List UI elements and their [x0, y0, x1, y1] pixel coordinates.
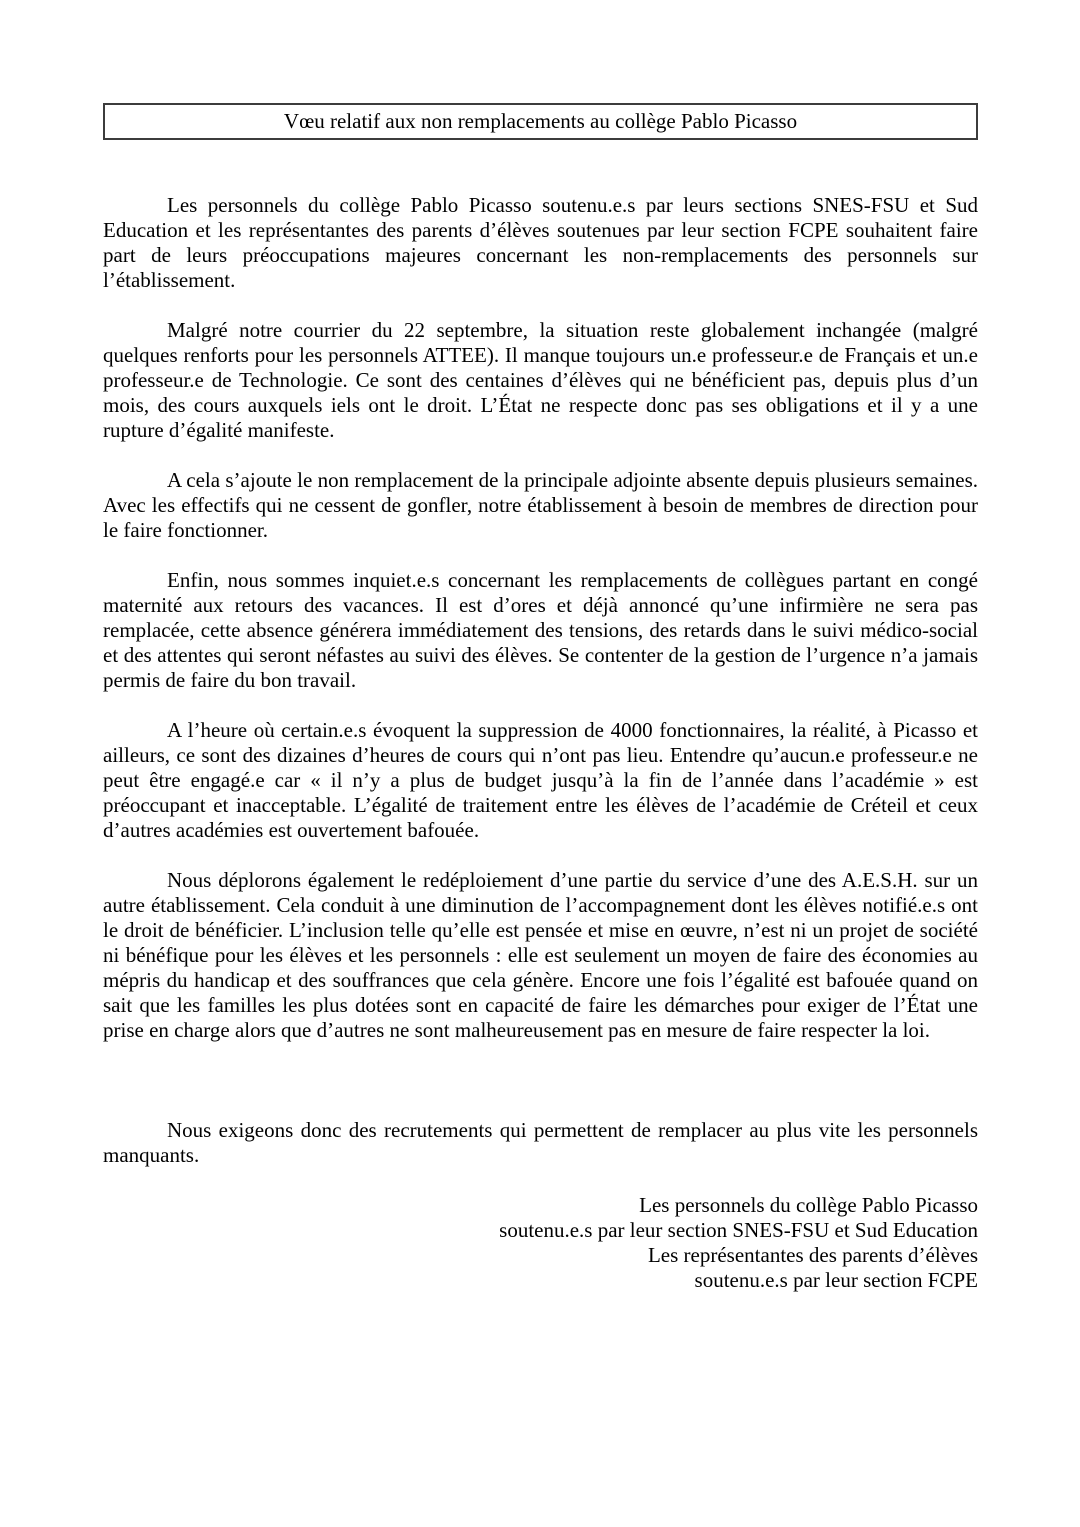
signature-line-personnels: Les personnels du collège Pablo Picasso — [639, 1193, 978, 1217]
document-title: Vœu relatif aux non remplacements au collège Pablo Picasso — [283, 109, 798, 133]
document-title-box — [103, 103, 978, 140]
paragraph-aesh: Nous déplorons également le redéploiement d’une partie du service d’une des A.E.S.H. sur un autre établissement. Cela conduit à une diminution de l’accompagnement dont les élèves notifié.e.s ont le droit de bénéficier. L’inclusion telle qu’elle est pensée et mise en œuvre, n’est ni un projet de société ni bénéfique pour les élèves et les personnels : elle est seulement un moyen de faire des économies au mépris du handicap et des souffrances que cela génère. Encore une fois l’égalité est bafouée quand on sait que les familles les plus dotées sont en capacité de faire les démarches pour exiger de l’État une prise en charge alors que d’autres ne sont malheureusement pas en mesure de faire respecter la loi. — [103, 868, 978, 1042]
signature-block — [103, 1193, 978, 1293]
paragraph-intro: Les personnels du collège Pablo Picasso soutenu.e.s par leurs sections SNES-FSU et Sud Education et les représentantes des parents d’élèves soutenues par leur section FCPE souhaitent faire part de leurs préoccupations majeures concernant les non-remplacements des personnels sur l’établissement. — [103, 193, 978, 292]
signature-line-representantes-parents: Les représentantes des parents d’élèves — [647, 1243, 978, 1267]
paragraph-demande-recrutements: Nous exigeons donc des recrutements qui permettent de remplacer au plus vite les personnels manquants. — [103, 1118, 978, 1167]
paragraph-suppression-fonctionnaires: A l’heure où certain.e.s évoquent la suppression de 4000 fonctionnaires, la réalité, à Picasso et ailleurs, ce sont des dizaines d’heures de cours qui n’ont pas lieu. Entendre qu’aucun.e professeur.e ne peut être engagé.e car « il n’y a plus de budget jusqu’à la fin de l’année dans l’académie » est préoccupant et inacceptable. L’égalité de traitement entre les élèves de l’académie de Créteil et ceux d’autres académies est ouvertement bafouée. — [103, 718, 978, 842]
signature-line-section-fcpe: soutenu.e.s par leur section FCPE — [694, 1268, 978, 1292]
paragraph-courrier-22-septembre: Malgré notre courrier du 22 septembre, la situation reste globalement inchangée (malgré quelques renforts pour les personnels ATTEE). Il manque toujours un.e professeur.e de Français et un.e professeur.e de Technologie. Ce sont des centaines d’élèves qui ne bénéficient pas, depuis plus d’un mois, des cours auxquels iels ont le droit. L’État ne respecte donc pas ses obligations et il y a une rupture d’égalité manifeste. — [103, 318, 978, 442]
signature-line-sections-snes-sud: soutenu.e.s par leur section SNES-FSU et Sud Education — [499, 1218, 978, 1242]
paragraph-conge-maternite: Enfin, nous sommes inquiet.e.s concernant les remplacements de collègues partant en congé maternité aux retours des vacances. Il est d’ores et déjà annoncé qu’une infirmière ne sera pas remplacée, cette absence générera immédiatement des tensions, des retards dans le suivi médico-social et des attentes qui seront néfastes au suivi des élèves. Se contenter de la gestion de l’urgence n’a jamais permis de faire du bon travail. — [103, 568, 978, 692]
paragraph-principale-adjointe: A cela s’ajoute le non remplacement de la principale adjointe absente depuis plusieurs semaines. Avec les effectifs qui ne cessent de gonfler, notre établissement à besoin de membres de direction pour le faire fonctionner. — [103, 468, 978, 542]
